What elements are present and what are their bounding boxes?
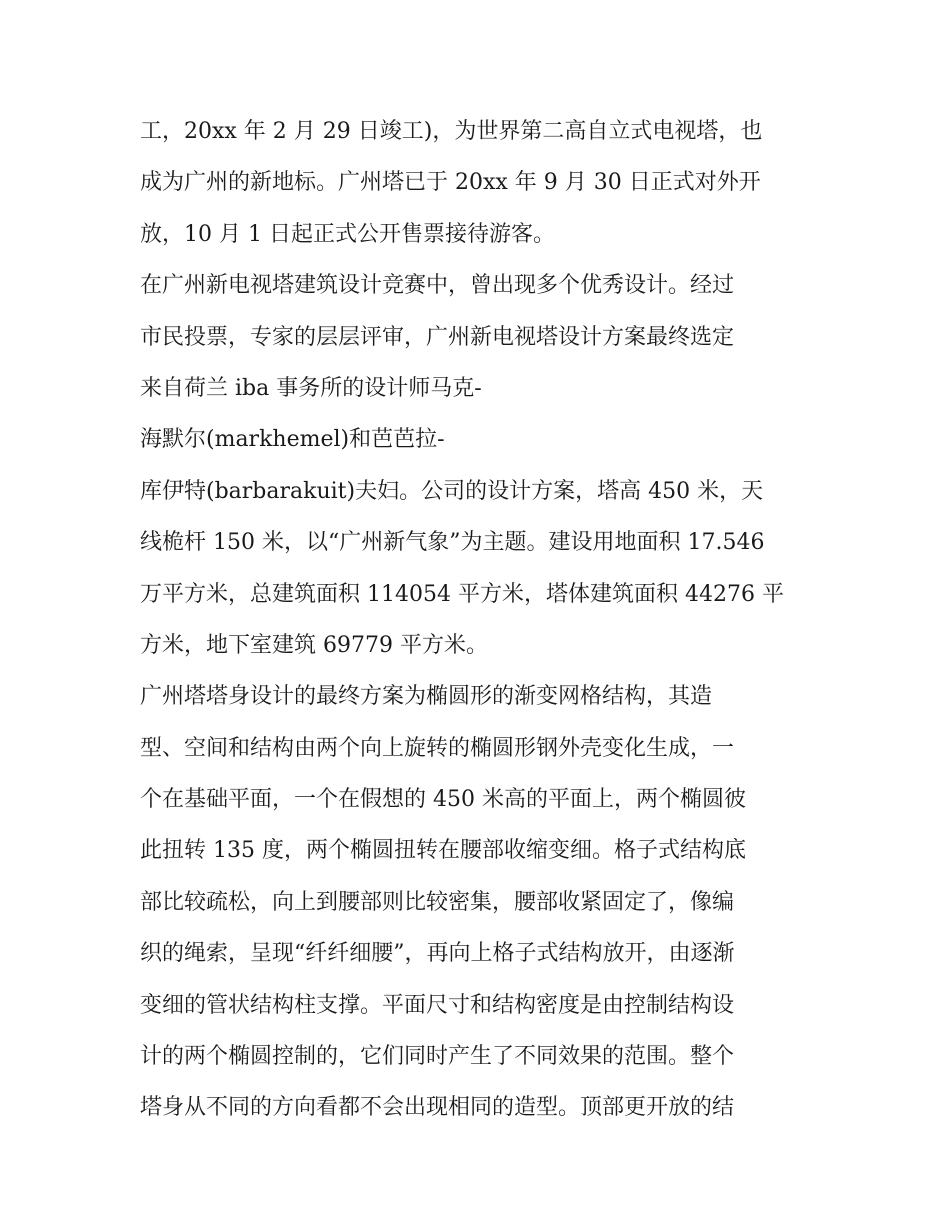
- text-line: 型、空间和结构由两个向上旋转的椭圆形钢外壳变化生成，一: [140, 735, 735, 761]
- text-line: 库伊特(barbarakuit)夫妇。公司的设计方案，塔高 450 米，天: [140, 478, 764, 504]
- text-line: 海默尔(markhemel)和芭芭拉-: [140, 427, 445, 453]
- text-line: 计的两个椭圆控制的，它们同时产生了不同效果的范围。整个: [140, 1044, 735, 1070]
- text-line: 广州塔塔身设计的最终方案为椭圆形的渐变网格结构，其造: [140, 684, 713, 710]
- text-line: 部比较疏松，向上到腰部则比较密集，腰部收紧固定了，像编: [140, 889, 735, 915]
- text-line: 来自荷兰 iba 事务所的设计师马克-: [140, 375, 482, 401]
- text-line: 线桅杆 150 米，以“广州新气象”为主题。建设用地面积 17.546: [140, 530, 765, 556]
- text-line: 塔身从不同的方向看都不会出现相同的造型。顶部更开放的结: [140, 1095, 735, 1121]
- document-body: [140, 106, 820, 1134]
- text-line: 个在基础平面，一个在假想的 450 米高的平面上，两个椭圆彼: [140, 787, 746, 813]
- text-line: 成为广州的新地标。广州塔已于 20xx 年 9 月 30 日正式对外开: [140, 170, 761, 196]
- text-line: 织的绳索，呈现“纤纤细腰”，再向上格子式结构放开，由逐渐: [140, 941, 735, 967]
- text-line: 市民投票，专家的层层评审，广州新电视塔设计方案最终选定: [140, 324, 735, 350]
- text-line: 方米，地下室建筑 69779 平方米。: [140, 632, 488, 658]
- text-line: 在广州新电视塔建筑设计竞赛中，曾出现多个优秀设计。经过: [140, 273, 735, 299]
- text-line: 此扭转 135 度，两个椭圆扭转在腰部收缩变细。格子式结构底: [140, 838, 746, 864]
- text-line: 工，20xx 年 2 月 29 日竣工)，为世界第二高自立式电视塔，也: [140, 119, 763, 144]
- text-line: 万平方米，总建筑面积 114054 平方米，塔体建筑面积 44276 平: [140, 581, 784, 607]
- text-line: 放，10 月 1 日起正式公开售票接待游客。: [140, 221, 555, 247]
- text-line: 变细的管状结构柱支撑。平面尺寸和结构密度是由控制结构设: [140, 992, 735, 1018]
